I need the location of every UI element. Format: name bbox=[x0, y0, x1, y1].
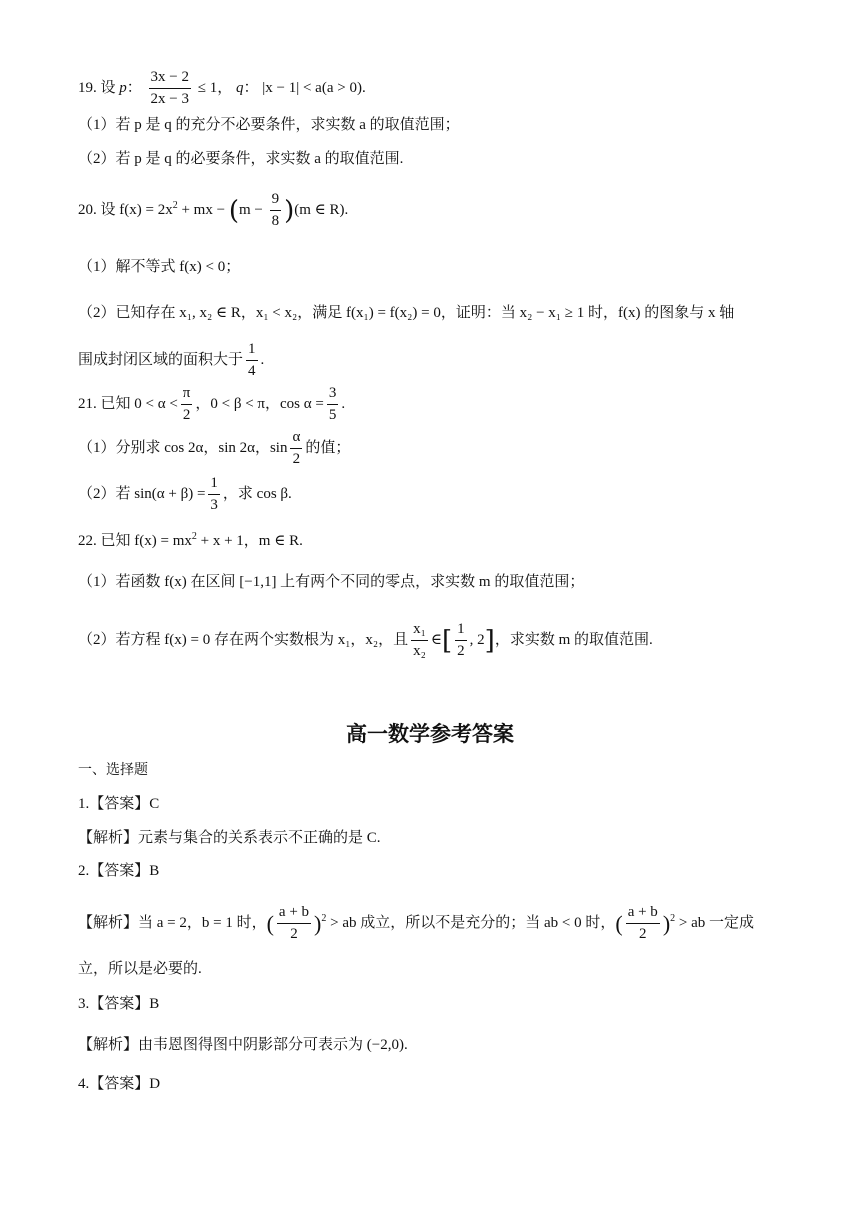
right-bracket: ] bbox=[484, 625, 495, 656]
frac-numerator: 3 bbox=[327, 386, 339, 405]
exponent-2: 2 bbox=[191, 531, 197, 542]
q21-cos-fraction bbox=[327, 386, 339, 424]
left-paren: ( bbox=[615, 910, 623, 936]
q20-expr-b: + mx − bbox=[177, 202, 229, 219]
q20-tail: (m ∈ R). bbox=[294, 202, 349, 219]
a2-text1: 【解析】当 a = 2，b = 1 时， bbox=[78, 915, 267, 932]
frac-denominator: 2 bbox=[292, 450, 301, 467]
q19-number: 19. 设 bbox=[78, 80, 116, 97]
frac-numerator: a + b bbox=[626, 905, 660, 924]
right-paren: ) bbox=[284, 195, 295, 226]
q19-line bbox=[78, 70, 366, 108]
q21-half-alpha bbox=[290, 430, 302, 468]
q19-part2: （2）若 p 是 q 的必要条件，求实数 a 的取值范围. bbox=[78, 151, 404, 167]
exponent-2: 2 bbox=[321, 913, 327, 925]
q21-pi-fraction bbox=[181, 386, 193, 424]
q19-fraction bbox=[149, 70, 191, 108]
answer-1: 1.【答案】C bbox=[78, 796, 160, 812]
answer-4: 4.【答案】D bbox=[78, 1076, 161, 1092]
frac-denominator: 2 bbox=[639, 925, 647, 942]
answer-2-explanation bbox=[78, 905, 754, 943]
frac-denominator: 8 bbox=[271, 212, 280, 229]
q22-half bbox=[455, 622, 467, 660]
left-paren: ( bbox=[266, 910, 274, 936]
exponent-2: 2 bbox=[172, 200, 178, 212]
answer-2: 2.【答案】B bbox=[78, 863, 160, 879]
answer-1-explanation: 【解析】元素与集合的关系表示不正确的是 C. bbox=[78, 830, 381, 846]
q22-line bbox=[78, 532, 303, 549]
frac-numerator: α bbox=[290, 430, 302, 449]
frac-numerator: 1 bbox=[208, 476, 220, 495]
right-paren: ) bbox=[662, 910, 671, 936]
left-bracket: [ bbox=[442, 625, 453, 656]
q20-part1: （1）解不等式 f(x) < 0； bbox=[78, 259, 241, 275]
q22-tail: + x + 1，m ∈ R. bbox=[196, 533, 303, 549]
a2-text2: > ab 成立，所以不是充分的；当 ab < 0 时， bbox=[326, 915, 616, 932]
answer-3-explanation: 【解析】由韦恩图得图中阴影部分可表示为 (−2,0). bbox=[78, 1037, 408, 1053]
q21-part1 bbox=[78, 430, 350, 468]
q21-number: 21. 已知 0 < α < bbox=[78, 396, 178, 413]
answer-3: 3.【答案】B bbox=[78, 996, 160, 1012]
frac-denominator: 4 bbox=[248, 362, 256, 379]
frac-numerator: 1 bbox=[246, 342, 258, 361]
frac-numerator: 1 bbox=[455, 622, 467, 641]
q20-part2-cont bbox=[78, 342, 264, 380]
frac-numerator: a + b bbox=[277, 905, 311, 924]
exponent-2: 2 bbox=[670, 913, 676, 925]
q21-part1-text: （1）分别求 cos 2α，sin 2α，sin bbox=[78, 440, 288, 457]
left-paren: ( bbox=[228, 195, 239, 226]
colon: ： bbox=[243, 80, 259, 97]
q19-q-expression: |x − 1| < a(a > 0) bbox=[262, 80, 362, 97]
answer-2-explanation-cont: 立，所以是必要的. bbox=[78, 961, 202, 977]
frac-numerator: π bbox=[181, 386, 193, 405]
q20-part2: （2）已知存在 x₁, x₂ ∈ R，x₁ < x₂，满足 f(x₁) = f(x₂) = 0，证明：当 x₂ − x₁ ≥ 1 时，f(x) 的图象与 x 轴 bbox=[78, 305, 735, 321]
period: . bbox=[260, 352, 265, 369]
frac-denominator: 2 bbox=[290, 925, 298, 942]
colon: ： bbox=[126, 80, 142, 97]
period: . bbox=[361, 80, 366, 97]
q20-area-fraction bbox=[246, 342, 258, 380]
frac-denominator: 3 bbox=[210, 496, 218, 513]
element-of: ∈ bbox=[430, 632, 442, 649]
q19-inequality: ≤ 1， bbox=[197, 80, 233, 97]
q20-expr-a: f(x) = 2x bbox=[119, 202, 173, 219]
a2-mean-fraction bbox=[277, 905, 311, 943]
q21-mid: ，0 < β < π，cos α = bbox=[195, 396, 324, 413]
q22-part2-text: （2）若方程 f(x) = 0 存在两个实数根为 x₁，x₂，且 bbox=[78, 632, 409, 649]
q20-number: 20. 设 bbox=[78, 202, 116, 219]
q20-line bbox=[78, 192, 348, 230]
q22-part2-end: ，求实数 m 的取值范围. bbox=[494, 632, 653, 649]
q22-number: 22. 已知 f(x) = mx bbox=[78, 533, 192, 549]
q20-area-text: 围成封闭区域的面积大于 bbox=[78, 352, 244, 369]
q21-part2-end: ，求 cos β. bbox=[222, 486, 292, 503]
frac-denominator: x₂ bbox=[413, 642, 426, 659]
q20-m-minus: m − bbox=[238, 202, 267, 219]
q21-part2-text: （2）若 sin(α + β) = bbox=[78, 486, 206, 503]
section-heading: 一、选择题 bbox=[78, 763, 148, 778]
answers-title: 高一数学参考答案 bbox=[346, 722, 514, 746]
frac-denominator: 2 bbox=[182, 406, 191, 423]
frac-numerator: x₁ bbox=[411, 622, 428, 641]
frac-numerator: 9 bbox=[270, 192, 282, 211]
right-paren: ) bbox=[314, 910, 322, 936]
period: . bbox=[341, 396, 346, 413]
a2-mean-fraction bbox=[626, 905, 660, 943]
p-label: p bbox=[119, 80, 127, 97]
frac-numerator: 3x − 2 bbox=[149, 70, 191, 89]
q22-ratio bbox=[411, 622, 428, 660]
a2-text3: > ab 一定成 bbox=[675, 915, 755, 932]
frac-denominator: 5 bbox=[328, 406, 337, 423]
interval-end: , 2 bbox=[469, 632, 485, 649]
frac-denominator: 2 bbox=[457, 642, 465, 659]
q21-third bbox=[208, 476, 220, 514]
q21-part1-end: 的值； bbox=[305, 440, 351, 457]
q-label: q bbox=[235, 80, 244, 97]
q22-part1: （1）若函数 f(x) 在区间 [−1,1] 上有两个不同的零点，求实数 m 的取值范围； bbox=[78, 574, 585, 590]
q20-fraction bbox=[270, 192, 282, 230]
q21-part2 bbox=[78, 476, 292, 514]
q22-part2 bbox=[78, 622, 653, 660]
q21-line bbox=[78, 386, 345, 424]
q19-part1: （1）若 p 是 q 的充分不必要条件，求实数 a 的取值范围； bbox=[78, 117, 460, 133]
frac-denominator: 2x − 3 bbox=[150, 90, 189, 107]
